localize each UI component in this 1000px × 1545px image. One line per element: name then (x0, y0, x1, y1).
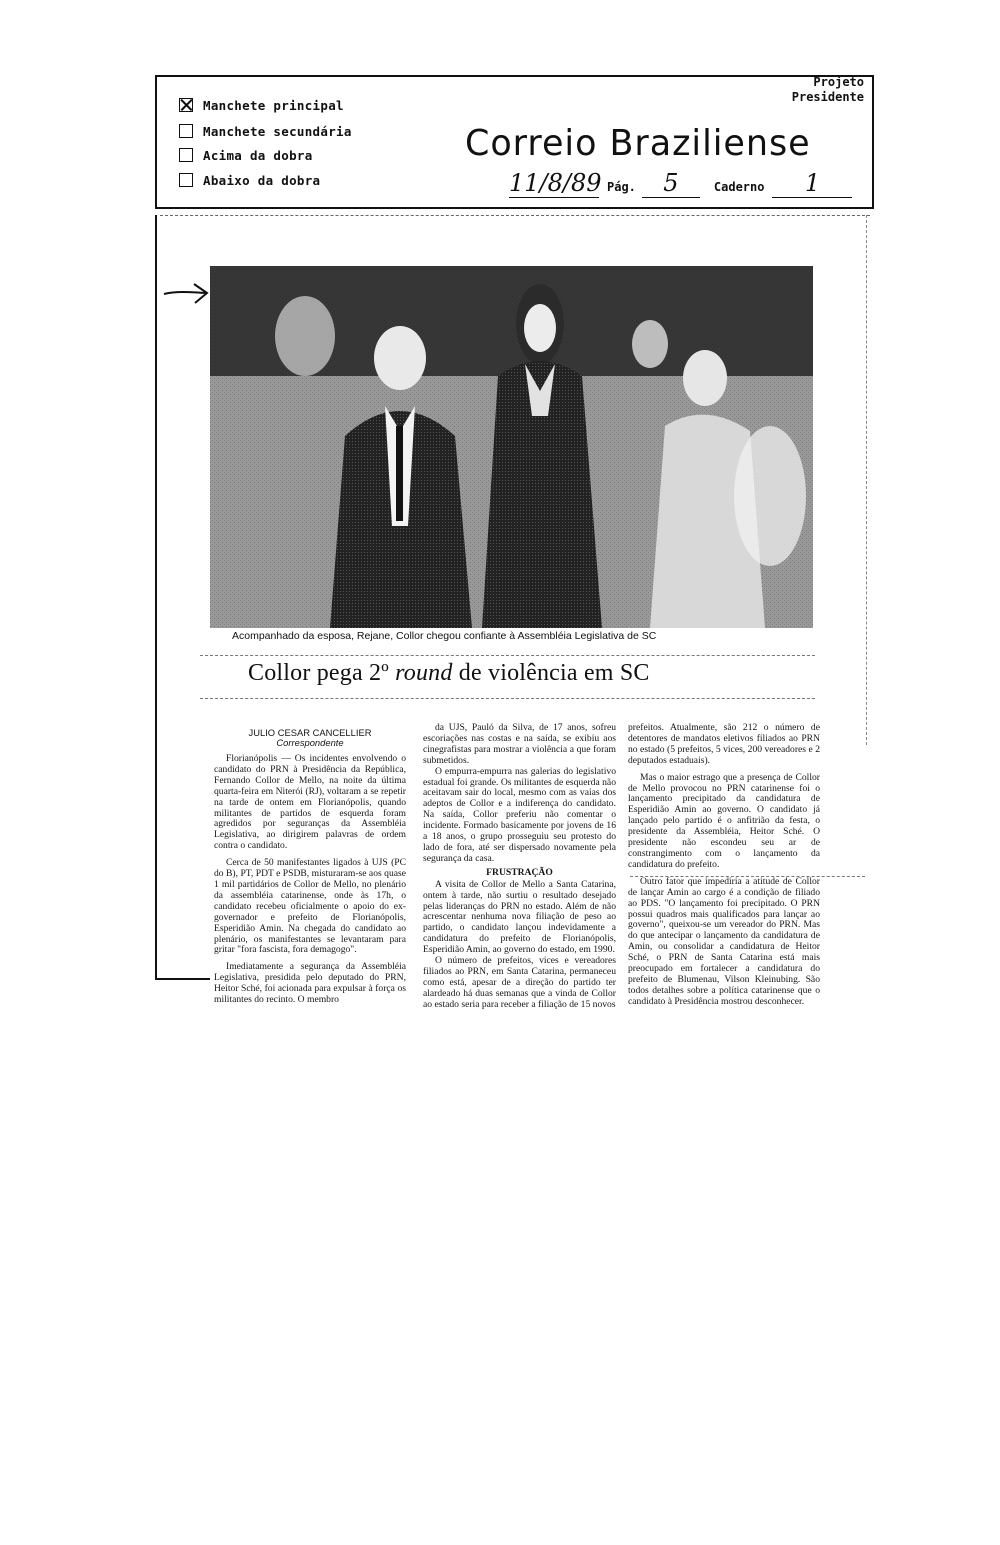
checkbox-empty-icon (179, 148, 193, 162)
checkbox-abaixo-da-dobra[interactable] (179, 169, 320, 191)
newspaper-name: Correio Braziliense (465, 123, 811, 164)
paragraph: O número de prefeitos, vices e vereadores filiados ao PRN, em Santa Catarina, permaneceu como está, apesar de a direção do partido ter alardeado há duas semanas que a vinda de Collor ao estado seria para receber a filiação de 15 novos (423, 955, 616, 1010)
article-column-1 (214, 728, 406, 1006)
author-role: Correspondente (276, 737, 344, 748)
article-photo (210, 266, 813, 628)
divider-dashed (200, 655, 815, 656)
paragraph: A visita de Collor de Mello a Santa Catarina, ontem à tarde, não surtiu o resultado desejado pelas lideranças do PRN no estado. Além de não acrescentar nenhuma nova filiação de peso ao partido, o candidato lançou indevidamente a candidatura do prefeito de Florianópolis, Esperidião Amin, ao governo do estado, em 1990. (423, 878, 616, 956)
photo-caption: Acompanhado da esposa, Rejane, Collor chegou confiante à Assembléia Legislativa de SC (232, 630, 657, 642)
frame-bottom-line (155, 978, 210, 980)
paragraph: Imediatamente a segurança da Assembléia Legislativa, presidida pelo deputado do PRN, Heitor Sché, foi acionada para expulsar à força os militantes do recinto. O membro (214, 961, 406, 1006)
checkbox-acima-da-dobra[interactable] (179, 144, 313, 166)
project-label (792, 75, 864, 105)
paragraph: O empurra-empurra nas galerias do legislativo estadual foi grande. Os militantes de esquerda não aceitavam sair do local, mesmo com as vaias dos adeptos de Collor e a indiferença do candidato. Na saída, Collor preferiu não comentar o incidente. Formado basicamente por jovens de 16 a 18 anos, o grupo prosseguiu seu protesto do lado de fora, até ser dispersado novamente pela segurança da casa. (423, 765, 616, 864)
subheading: FRUSTRAÇÃO (486, 866, 553, 878)
page-label: Pág. (607, 180, 636, 194)
photo-image (210, 266, 813, 628)
paragraph: da UJS, Pauló da Silva, de 17 anos, sofreu escoriações nas costas e na saída, se exibiu aos cinegrafistas para mostrar a violência a que foram submetidos. (423, 722, 616, 766)
article-headline (248, 660, 650, 687)
article-column-2 (423, 723, 616, 1011)
section-value: 1 (772, 169, 852, 198)
section-label: Caderno (713, 180, 765, 194)
frame-left-line (155, 215, 157, 980)
page-value: 5 (642, 169, 700, 198)
byline (214, 728, 406, 748)
author-name: JULIO CESAR CANCELLIER (248, 727, 372, 738)
paragraph: Florianópolis — Os incidentes envolvendo o candidato do PRN à Presidência da República, Fernando Collor de Mello, na noite da última quarta-feira em Niterói (RJ), voltaram a se repetir na tarde de ontem em Florianópolis, quando militantes de partidos de esquerda foram agredidos por seguranças da Assembléia Legislativa, ao dirigirem palavras de ordem contra o candidato. (214, 753, 406, 852)
checkbox-empty-icon (179, 124, 193, 138)
checkbox-label: Acima da dobra (203, 147, 313, 163)
frame-right-line (866, 215, 867, 745)
checkbox-empty-icon (179, 173, 193, 187)
checkbox-manchete-secundaria[interactable] (179, 120, 352, 142)
divider-dashed (200, 698, 815, 699)
checkbox-manchete-principal[interactable] (179, 94, 344, 116)
headline-part: de violência em SC (452, 660, 650, 686)
checkbox-checked-icon (179, 98, 193, 112)
hand-drawn-arrow-icon (162, 280, 210, 306)
divider-dashed (630, 876, 865, 877)
project-line-1: Projeto (813, 75, 864, 89)
checkbox-label: Manchete secundária (203, 123, 352, 139)
project-line-2: Presidente (791, 90, 864, 104)
clipping-header (155, 75, 874, 209)
article-column-3 (628, 723, 820, 1008)
headline-italic: round (395, 660, 453, 686)
paragraph: Outro fator que impediria a atitude de Collor de lançar Amin ao cargo é a condição de filiado ao PDS. "O lançamento foi precipitado. O PRN possui quadros mais qualificados para lançar ao governo", queixou-se um vereador do PRN. Mas do que antecipar o lançamento da candidatura de Amin, ou consolidar a candidatura de Heitor Sché, o PRN de Santa Catarina está mais preocupado em fortalecer a candidatura do prefeito de Blumenau, Vilson Kleinubing. São todos detalhes sobre a política catarinense que o candidato à Presidência mostrou desconhecer. (628, 875, 820, 1007)
frame-top-line (160, 215, 870, 216)
checkbox-label: Abaixo da dobra (203, 172, 321, 188)
paragraph: Mas o maior estrago que a presença de Collor de Mello provocou no PRN catarinense foi o lançamento precipitado da candidatura de Esperidião Amin ao governo. O candidato já lançado pelo partido é o anfitrião da festa, o presidente da Assembléia, Heitor Sché. O presidente não escondeu seu ar de constrangimento com o lançamento da candidatura do prefeito. (628, 771, 820, 870)
clipping-date: 11/8/89 (509, 169, 602, 197)
paragraph: Cerca de 50 manifestantes ligados à UJS (PC do B), PT, PDT e PSDB, misturaram-se aos quase 1 mil partidários de Collor de Mello, no plenário da assembléia catarinense, onde às 17h, o candidato recebeu oficialmente o apoio do ex-governador e prefeito de Florianópolis, Esperidião Amin. Na chegada do candidato ao plenário, os manifestantes se levantaram para gritar "fora fascista, fora demagogo". (214, 857, 406, 956)
clipping-date-row (509, 169, 852, 198)
paragraph: prefeitos. Atualmente, são 212 o número de detentores de mandatos eletivos filiados ao PRN no estado (5 prefeitos, 5 vices, 200 vereadores e 2 deputados estaduais). (628, 722, 820, 766)
checkbox-label: Manchete principal (203, 97, 344, 113)
header-divider (155, 207, 872, 209)
headline-part: Collor pega 2º (248, 660, 396, 686)
